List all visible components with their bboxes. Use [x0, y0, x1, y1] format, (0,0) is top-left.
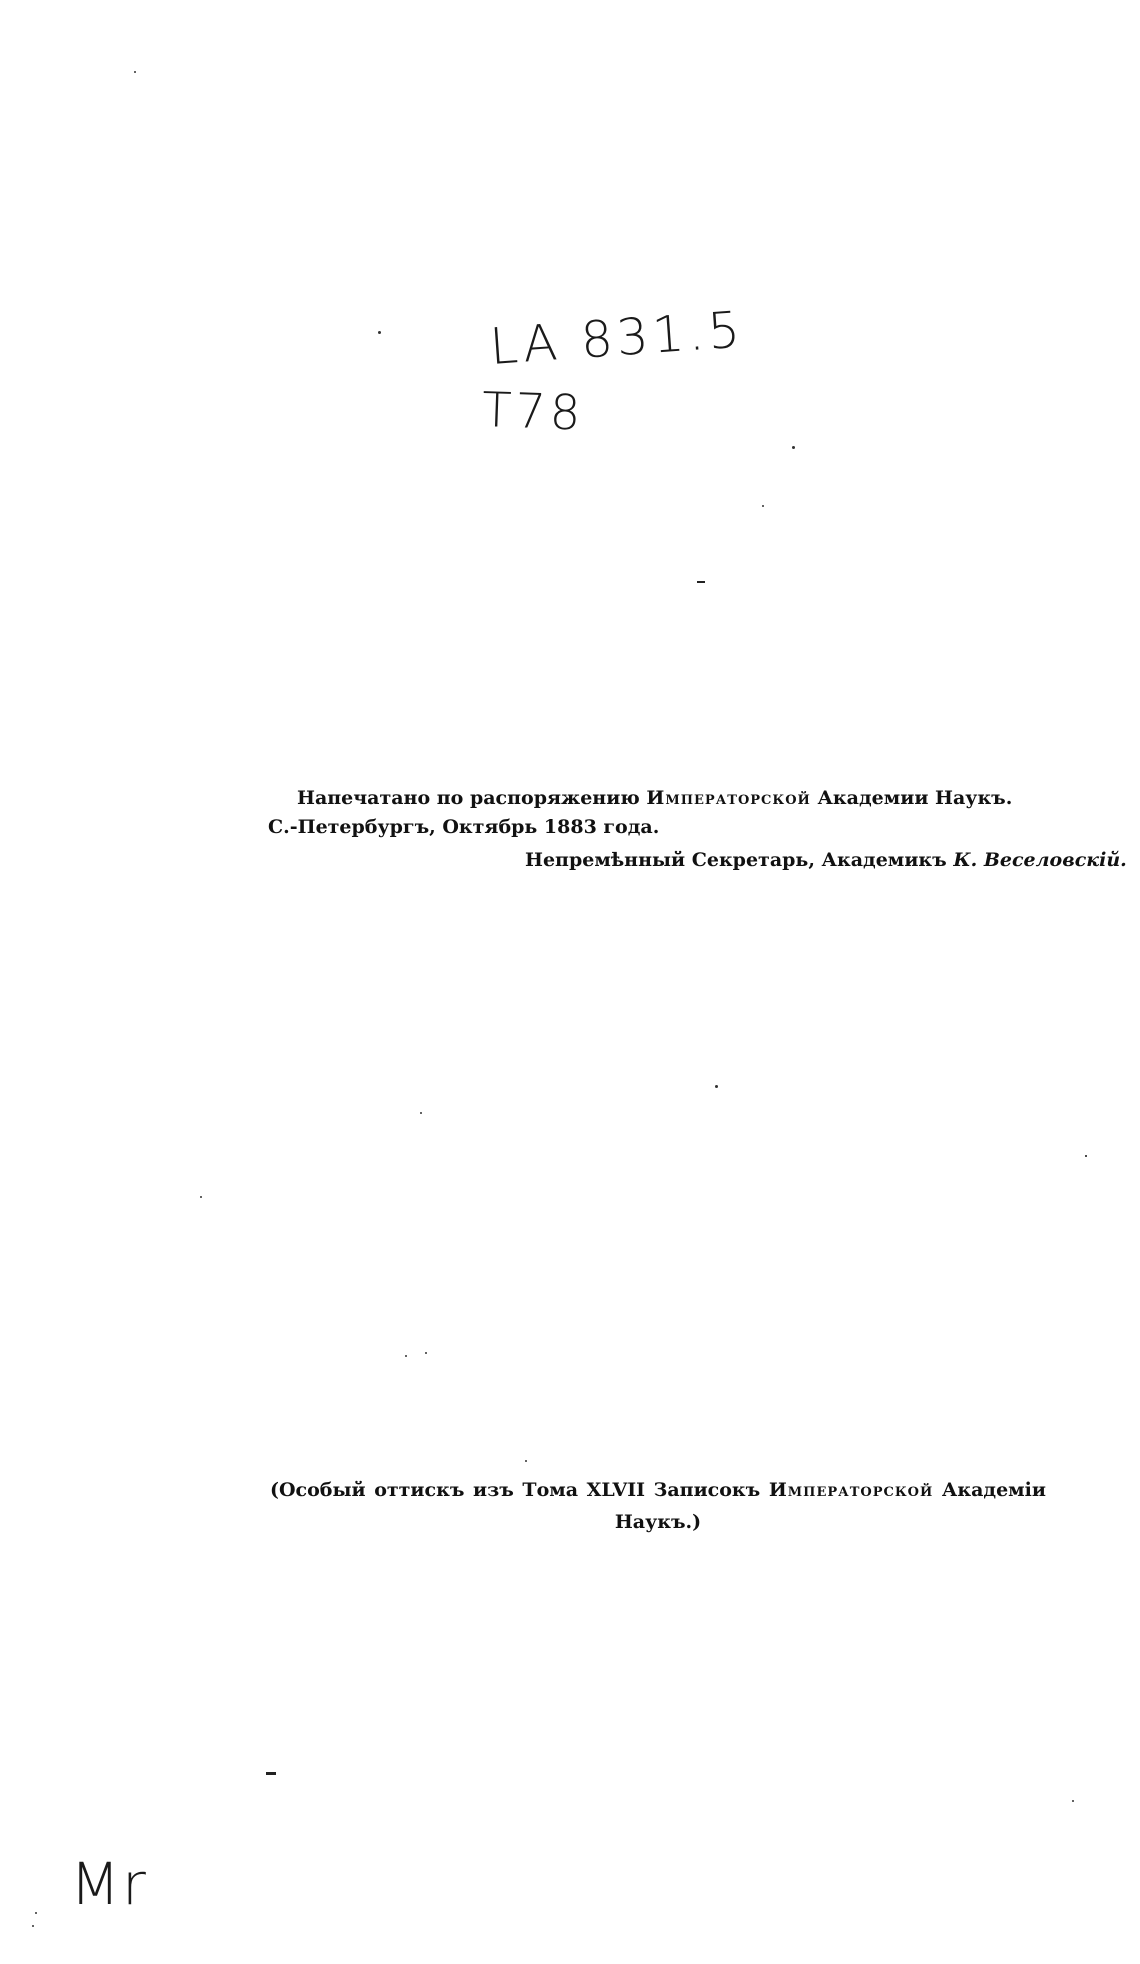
scan-speck	[525, 1460, 527, 1462]
scan-speck	[425, 1352, 427, 1354]
scan-speck	[1072, 1800, 1074, 1802]
scan-speck	[1085, 1155, 1087, 1157]
scan-speck	[200, 1196, 202, 1198]
offprint-note-suffix: Академіи Наукъ.)	[614, 1479, 1046, 1533]
imprint-line-1-suffix: Академии Наукъ.	[810, 787, 1013, 809]
scan-speck	[762, 505, 764, 507]
scan-dash	[697, 581, 705, 583]
imprint-line-1-prefix: Напечатано по распоряжению	[297, 787, 647, 809]
offprint-note	[270, 1474, 1046, 1538]
scan-speck	[420, 1112, 422, 1114]
imprint-line-3	[525, 851, 1127, 870]
offprint-note-prefix: (Особый оттискъ изъ Тома XLVII Записокъ	[270, 1479, 769, 1501]
scan-speck	[792, 446, 795, 449]
scan-dash	[266, 1772, 276, 1775]
call-number-line2: T78	[481, 382, 586, 442]
scan-speck	[134, 71, 136, 73]
scan-speck	[715, 1085, 718, 1088]
imprint-line-1	[297, 789, 1012, 808]
imprint-line-2: С.-Петербургъ, Октябрь 1883 года.	[268, 816, 660, 838]
scan-speck	[32, 1925, 34, 1927]
scan-speck	[378, 331, 381, 334]
call-number-line1: LA 831.5	[487, 300, 746, 376]
imprint-line-3-prefix: Непремѣнный Секретарь, Академикъ	[525, 849, 954, 871]
imprint-line-3-signature: К. Веселовскій.	[953, 849, 1127, 871]
offprint-note-smallcaps: Императорской	[768, 1479, 934, 1501]
scan-speck	[35, 1912, 37, 1914]
scan-speck	[405, 1355, 407, 1357]
imprint-line-1-smallcaps: Императорской	[646, 787, 811, 809]
corner-handwritten-mark: Mr	[70, 1850, 148, 1918]
